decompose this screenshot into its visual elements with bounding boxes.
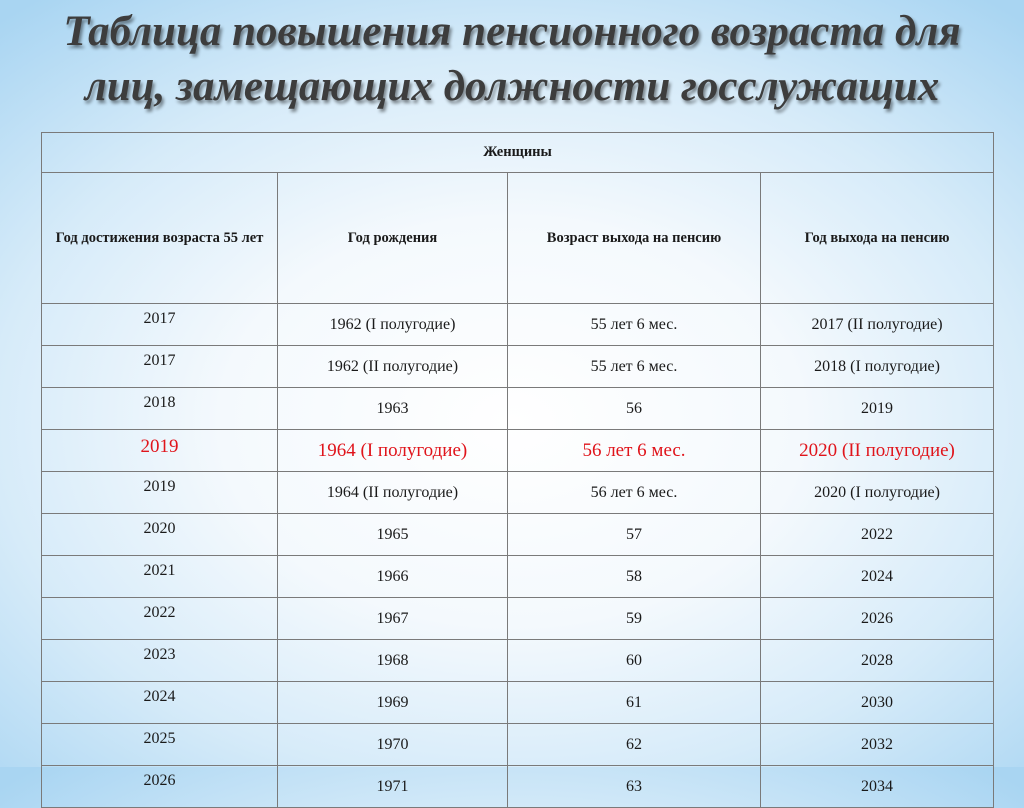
birth-year-cell: 1967 (278, 598, 508, 640)
year-cell: 2020 (42, 514, 278, 556)
birth-year-cell: 1965 (278, 514, 508, 556)
table-row (42, 724, 994, 766)
retirement-age-cell: 56 лет 6 мес. (508, 430, 761, 472)
birth-year-cell: 1964 (II полугодие) (278, 472, 508, 514)
birth-year-cell: 1966 (278, 556, 508, 598)
header-retirement-year: Год выхода на пенсию (761, 173, 994, 304)
table-row (42, 514, 994, 556)
retirement-year-cell: 2034 (761, 766, 994, 808)
year-cell: 2019 (42, 430, 278, 472)
table-row (42, 640, 994, 682)
retirement-age-cell: 62 (508, 724, 761, 766)
year-cell: 2022 (42, 598, 278, 640)
retirement-age-cell: 58 (508, 556, 761, 598)
table-row (42, 346, 994, 388)
header-year-reached: Год достижения возраста 55 лет (42, 173, 278, 304)
retirement-year-cell: 2019 (761, 388, 994, 430)
retirement-year-cell: 2020 (II полугодие) (761, 430, 994, 472)
retirement-year-cell: 2018 (I полугодие) (761, 346, 994, 388)
birth-year-cell: 1962 (II полугодие) (278, 346, 508, 388)
retirement-age-cell: 60 (508, 640, 761, 682)
retirement-age-cell: 55 лет 6 мес. (508, 304, 761, 346)
group-header-women: Женщины (42, 133, 994, 173)
retirement-year-cell: 2020 (I полугодие) (761, 472, 994, 514)
year-cell: 2018 (42, 388, 278, 430)
birth-year-cell: 1968 (278, 640, 508, 682)
header-birth-year: Год рождения (278, 173, 508, 304)
table-row (42, 598, 994, 640)
table-row (42, 304, 994, 346)
year-cell: 2023 (42, 640, 278, 682)
retirement-age-cell: 56 лет 6 мес. (508, 472, 761, 514)
retirement-age-cell: 55 лет 6 мес. (508, 346, 761, 388)
table-row (42, 472, 994, 514)
retirement-year-cell: 2028 (761, 640, 994, 682)
column-header-row (42, 173, 994, 304)
retirement-age-cell: 57 (508, 514, 761, 556)
pension-table (41, 132, 994, 808)
table-row (42, 682, 994, 724)
birth-year-cell: 1964 (I полугодие) (278, 430, 508, 472)
retirement-year-cell: 2032 (761, 724, 994, 766)
table-row (42, 388, 994, 430)
retirement-year-cell: 2022 (761, 514, 994, 556)
retirement-year-cell: 2024 (761, 556, 994, 598)
year-cell: 2026 (42, 766, 278, 808)
table-row (42, 430, 994, 472)
year-cell: 2019 (42, 472, 278, 514)
header-retirement-age: Возраст выхода на пенсию (508, 173, 761, 304)
title-line-1: Таблица повышения пенсионного возраста для (63, 8, 961, 55)
year-cell: 2021 (42, 556, 278, 598)
birth-year-cell: 1962 (I полугодие) (278, 304, 508, 346)
retirement-age-cell: 61 (508, 682, 761, 724)
year-cell: 2017 (42, 346, 278, 388)
year-cell: 2025 (42, 724, 278, 766)
retirement-year-cell: 2017 (II полугодие) (761, 304, 994, 346)
birth-year-cell: 1970 (278, 724, 508, 766)
year-cell: 2017 (42, 304, 278, 346)
table-row (42, 556, 994, 598)
retirement-year-cell: 2030 (761, 682, 994, 724)
retirement-age-cell: 63 (508, 766, 761, 808)
table-row (42, 766, 994, 808)
title-line-2: лиц, замещающих должности госслужащих (84, 63, 940, 110)
retirement-age-cell: 56 (508, 388, 761, 430)
retirement-age-cell: 59 (508, 598, 761, 640)
birth-year-cell: 1971 (278, 766, 508, 808)
table-body (42, 304, 994, 808)
retirement-year-cell: 2026 (761, 598, 994, 640)
group-header-row (42, 133, 994, 173)
year-cell: 2024 (42, 682, 278, 724)
slide-title (0, 4, 1024, 114)
birth-year-cell: 1969 (278, 682, 508, 724)
birth-year-cell: 1963 (278, 388, 508, 430)
